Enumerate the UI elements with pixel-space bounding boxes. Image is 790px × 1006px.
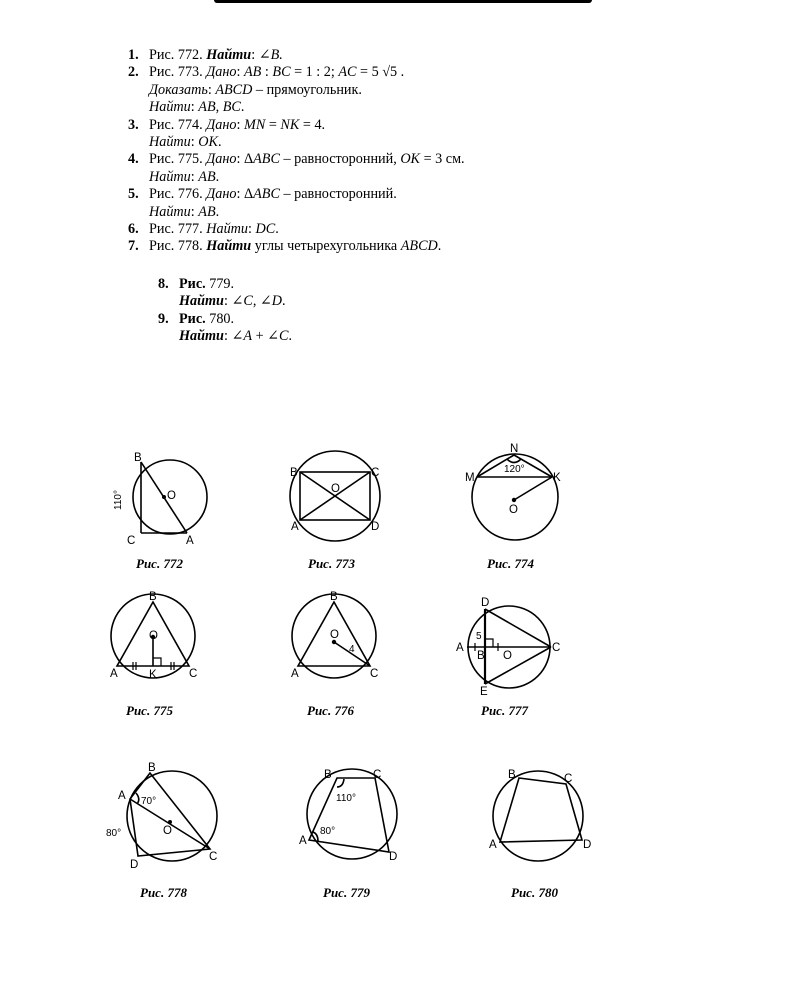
text-run: + ∠ <box>252 328 279 345</box>
label-b: B <box>330 591 338 603</box>
right-angle-mark <box>485 639 493 647</box>
text-run: Рис. <box>179 276 210 292</box>
quadrilateral-abcd <box>309 778 389 852</box>
label-o: O <box>167 490 176 502</box>
text-run: , <box>215 99 223 116</box>
text-run: : <box>190 203 199 220</box>
text-run: . <box>218 134 222 151</box>
text-run: = <box>265 116 281 133</box>
text-run: Найти <box>179 293 224 310</box>
label-c: C <box>564 773 573 785</box>
text-run: Дано <box>206 186 237 203</box>
text-run: : <box>207 81 216 98</box>
center-dot <box>162 495 166 499</box>
label-d: D <box>371 521 380 533</box>
length-label: 4 <box>349 644 355 655</box>
text-run: DC <box>255 221 276 238</box>
problem-number: 4. <box>128 151 139 168</box>
chord-dc <box>485 609 551 647</box>
text-run: . <box>437 238 442 255</box>
problem-number: 8. <box>158 276 169 292</box>
text-run: . <box>240 99 245 116</box>
problem-number: 5. <box>128 186 139 203</box>
text-run: MN <box>244 116 266 133</box>
text-run: Дано <box>206 64 237 81</box>
text-run: Найти <box>206 47 252 63</box>
text-run: ∠B. <box>258 47 283 63</box>
label-n: N <box>510 443 519 455</box>
text-run: BC <box>222 99 241 116</box>
text-run: . <box>215 168 220 185</box>
text-run: OK <box>400 151 421 168</box>
problem-number: 6. <box>128 221 139 238</box>
angle-label-a: 80° <box>320 826 336 837</box>
text-run: BC <box>272 64 291 81</box>
text-run: AB <box>198 203 216 220</box>
caption-778: Рис. 778 <box>140 885 187 900</box>
label-e: E <box>480 686 488 698</box>
label-b: B <box>290 467 298 479</box>
text-run: : <box>251 47 259 63</box>
radius-ok <box>514 477 552 500</box>
text-run: NK <box>280 116 300 133</box>
text-run: 780. <box>209 310 235 327</box>
text-run: Доказать <box>149 81 208 98</box>
label-c: C <box>209 851 218 863</box>
angle-arc-b <box>337 779 344 787</box>
quadrilateral-abcd <box>130 773 210 856</box>
text-run: 779. <box>209 276 235 292</box>
caption-779: Рис. 779 <box>323 885 370 900</box>
text-run: AB <box>198 168 216 185</box>
right-angle-mark <box>153 658 161 666</box>
label-o: O <box>509 504 518 516</box>
text-run: : <box>248 221 256 238</box>
text-run: – прямоугольник. <box>252 81 362 98</box>
text-run: : <box>190 168 199 185</box>
text-run: Найти <box>179 328 224 345</box>
label-b: B <box>149 591 157 603</box>
text-run: Рис. 776. <box>149 186 207 203</box>
text-run: = 1 : 2; <box>290 64 339 81</box>
figure-778 <box>127 771 217 861</box>
figure-777 <box>467 606 551 688</box>
text-run: Рис. 772. <box>149 47 207 63</box>
caption-773: Рис. 773 <box>308 556 355 571</box>
label-o: O <box>331 483 340 495</box>
text-run: = 4. <box>299 116 326 133</box>
label-b: B <box>324 769 332 781</box>
label-c: C <box>552 642 561 654</box>
text-run: Найти <box>149 168 191 185</box>
text-run: Рис. 773. <box>149 64 207 81</box>
text-run: Рис. 775. <box>149 151 207 168</box>
problem-number: 2. <box>128 64 139 81</box>
caption-772: Рис. 772 <box>136 556 183 571</box>
text-run: Найти <box>149 99 191 116</box>
text-run: OK <box>198 134 218 151</box>
figure-773 <box>290 451 380 541</box>
caption-774: Рис. 774 <box>487 556 534 571</box>
text-run: Найти <box>206 221 249 238</box>
label-d: D <box>130 859 139 871</box>
text-run: ABCD <box>215 81 253 98</box>
text-run: Рис. 777. <box>149 221 207 238</box>
text-run: D <box>271 293 283 310</box>
text-run: : <box>261 64 273 81</box>
text-run: Рис. 778. <box>149 238 207 255</box>
text-run: : <box>190 99 199 116</box>
label-b: B <box>477 650 485 662</box>
center-dot <box>168 820 172 824</box>
text-run: , ∠ <box>252 293 272 310</box>
text-run: ABC <box>253 186 280 203</box>
text-run: Рис. <box>179 310 210 327</box>
text-run: AC <box>338 64 357 81</box>
label-b: B <box>148 762 156 774</box>
caption-777: Рис. 777 <box>481 703 528 718</box>
label-a: A <box>299 835 307 847</box>
text-run: – равносторонний. <box>279 186 397 203</box>
text-run: : <box>190 134 199 151</box>
label-c: C <box>371 467 380 479</box>
label-d: D <box>583 839 592 851</box>
label-k: K <box>149 669 157 681</box>
label-a: A <box>110 668 118 680</box>
text-run: . <box>282 293 286 310</box>
text-run: : Δ <box>236 151 254 168</box>
label-o: O <box>330 629 339 641</box>
text-run: : Δ <box>236 186 254 203</box>
angle-label: 70° <box>141 796 157 807</box>
label-d: D <box>481 597 490 609</box>
angle-label: 120° <box>504 464 525 475</box>
text-run: AB <box>244 64 262 81</box>
angle-label-b: 110° <box>336 793 356 804</box>
chord-ec <box>485 647 551 684</box>
text-run: углы четырехугольника <box>251 238 401 255</box>
label-b: B <box>134 452 142 464</box>
figure-779 <box>307 769 397 859</box>
label-d: D <box>389 851 398 863</box>
label-b: B <box>508 769 516 781</box>
label-m: M <box>465 472 475 484</box>
text-run: = 5 √5 . <box>356 64 405 81</box>
text-run: Дано <box>206 151 237 168</box>
angle-arc <box>507 459 521 463</box>
caption-775: Рис. 775 <box>126 703 173 718</box>
text-run: . <box>275 221 279 238</box>
label-c: C <box>370 668 379 680</box>
text-run: . <box>215 203 220 220</box>
text-run: C <box>243 293 253 310</box>
text-run: Найти <box>206 238 252 255</box>
text-run: Найти <box>149 134 191 151</box>
text-run: C <box>279 328 289 345</box>
text-run: – равносторонний, <box>279 151 401 168</box>
arc-label: 80° <box>106 828 122 839</box>
label-o: O <box>149 630 158 642</box>
text-run: ABCD <box>400 238 438 255</box>
text-run: A <box>243 328 253 345</box>
text-run: Рис. 774. <box>149 116 207 133</box>
label-a: A <box>456 642 464 654</box>
label-a: A <box>489 839 497 851</box>
label-c: C <box>127 535 136 547</box>
problem-number: 9. <box>158 310 169 327</box>
label-c: C <box>189 668 198 680</box>
caption-780: Рис. 780 <box>511 885 558 900</box>
label-o: O <box>163 825 172 837</box>
length-label: 5 <box>476 631 482 642</box>
caption-776: Рис. 776 <box>307 703 354 718</box>
text-run: . <box>288 328 293 345</box>
problem-number: 3. <box>128 116 139 133</box>
text-run: : <box>236 64 245 81</box>
text-run: : <box>236 116 245 133</box>
text-run: Дано <box>206 116 237 133</box>
text-run: ABC <box>253 151 280 168</box>
text-run: : ∠ <box>223 293 244 310</box>
label-a: A <box>291 668 299 680</box>
label-c: C <box>373 769 382 781</box>
text-run: = 3 см. <box>420 151 465 168</box>
problem-number: 1. <box>128 47 139 63</box>
label-a: A <box>186 535 194 547</box>
text-run: AB <box>198 99 216 116</box>
arc-label: 110° <box>113 490 124 510</box>
label-a: A <box>118 790 126 802</box>
label-o: O <box>503 650 512 662</box>
label-k: K <box>553 472 561 484</box>
problem-number: 7. <box>128 238 139 255</box>
text-run: Найти <box>149 203 191 220</box>
center-dot <box>512 498 516 502</box>
text-run: : ∠ <box>223 328 244 345</box>
label-a: A <box>291 521 299 533</box>
quadrilateral-abcd <box>500 778 582 842</box>
